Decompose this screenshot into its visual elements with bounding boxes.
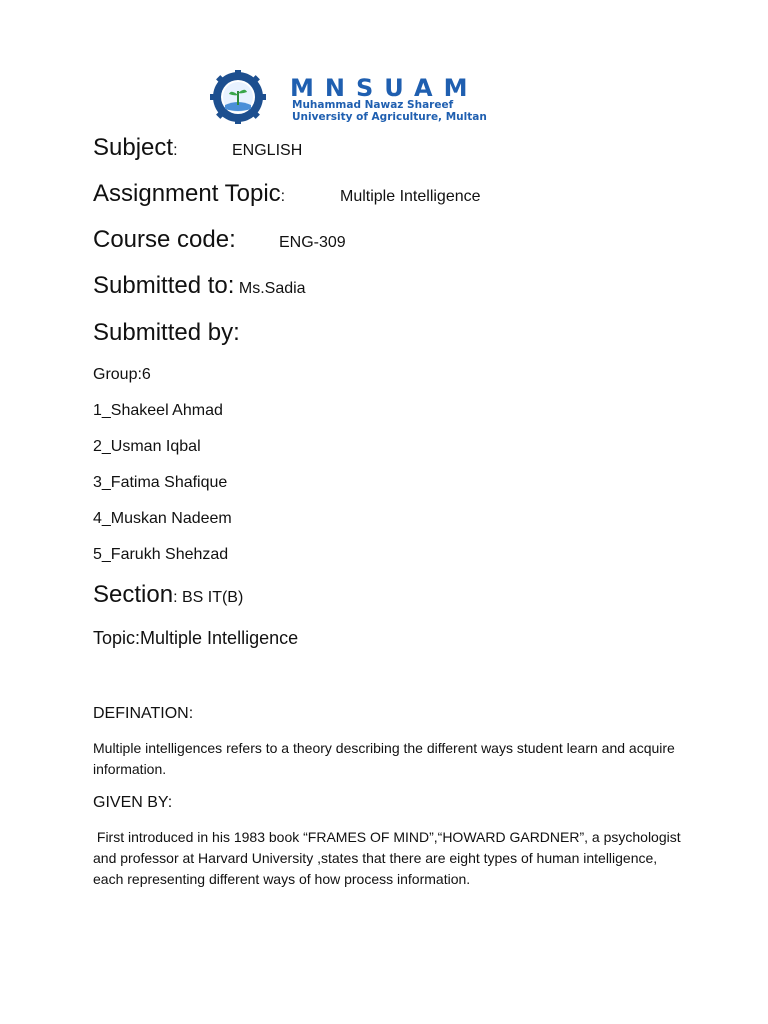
submitted-to-value: Ms.Sadia bbox=[238, 280, 306, 297]
topic-line: Topic:Multiple Intelligence bbox=[93, 628, 299, 648]
logo-subtitle-line2: University of Agriculture, Multan bbox=[292, 111, 487, 123]
subject-value: ENGLISH bbox=[232, 142, 303, 159]
group-number: Group:6 bbox=[93, 366, 151, 383]
section-label: Section bbox=[93, 581, 174, 608]
section-row bbox=[93, 581, 243, 609]
given-by-text: First introduced in his 1983 book “FRAMES OF MIND”,“HOWARD GARDNER”, a psychologist and professor at Harvard University ,states that there are eight types of human intelligence, each representing different ways of how process information. bbox=[93, 829, 685, 887]
gear-emblem-icon bbox=[198, 70, 278, 124]
university-logo bbox=[198, 70, 558, 124]
given-by-heading: GIVEN BY: bbox=[93, 794, 173, 811]
section-value: : BS IT(B) bbox=[173, 589, 244, 606]
member-item: 1_Shakeel Ahmad bbox=[93, 402, 223, 419]
subject-colon: : bbox=[173, 142, 178, 159]
assignment-topic-colon: : bbox=[280, 188, 286, 205]
course-code-value: ENG-309 bbox=[279, 234, 346, 251]
logo-title: MNSUAM bbox=[290, 74, 479, 102]
subject-row bbox=[93, 134, 303, 162]
member-item: 3_Fatima Shafique bbox=[93, 474, 228, 491]
assignment-topic-label: Assignment Topic bbox=[93, 180, 281, 207]
assignment-topic-row bbox=[93, 180, 481, 208]
member-item: 4_Muskan Nadeem bbox=[93, 510, 232, 527]
definition-heading: DEFINATION: bbox=[93, 705, 194, 722]
subject-label: Subject bbox=[93, 134, 174, 161]
course-code-label: Course code: bbox=[93, 226, 236, 253]
submitted-to-label: Submitted to: bbox=[93, 272, 235, 299]
submitted-by-label: Submitted by: bbox=[93, 319, 240, 346]
definition-text: Multiple intelligences refers to a theory describing the different ways student learn and acquire information. bbox=[93, 740, 675, 777]
member-item: 5_Farukh Shehzad bbox=[93, 546, 229, 563]
member-item: 2_Usman Iqbal bbox=[93, 438, 201, 455]
assignment-topic-value: Multiple Intelligence bbox=[340, 188, 481, 205]
submitted-by-row bbox=[93, 319, 240, 347]
submitted-to-row bbox=[93, 272, 306, 300]
logo-subtitle-line1: Muhammad Nawaz Shareef bbox=[292, 99, 454, 111]
course-code-row bbox=[93, 226, 346, 254]
